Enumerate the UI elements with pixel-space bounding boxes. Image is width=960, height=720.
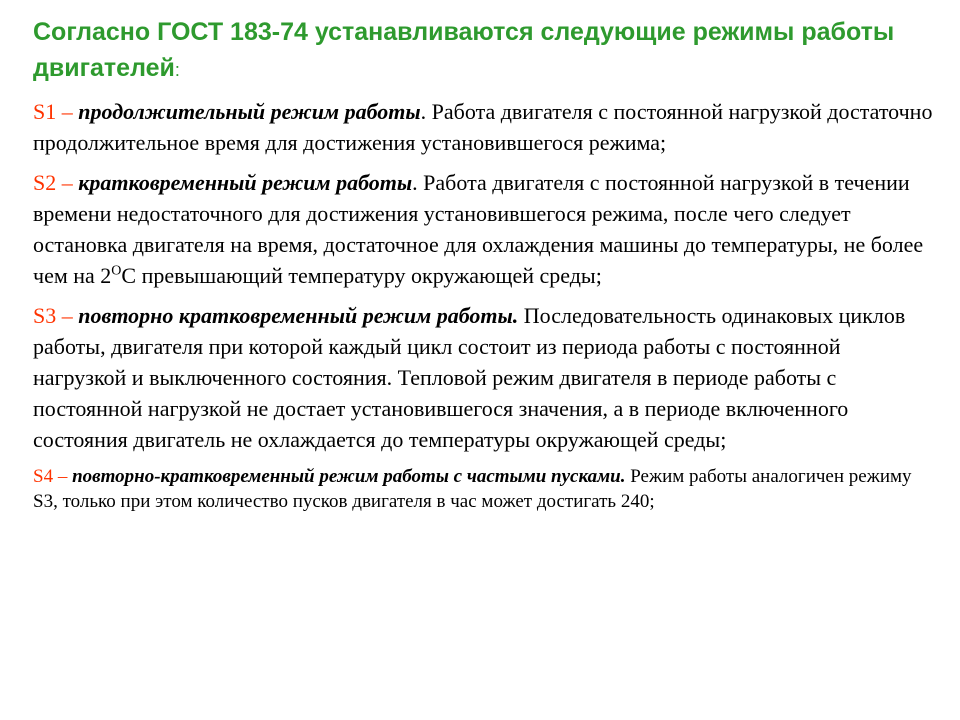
mode-term: повторно кратковременный режим работы.	[78, 303, 519, 328]
slide-heading	[33, 14, 933, 88]
mode-description: Режим работы аналогичен режиму S3, только при этом количество пусков двигателя в час может достигать 240;	[33, 466, 912, 512]
mode-s4-paragraph	[33, 464, 933, 514]
mode-description-end: C превышающий температуру окружающей среды;	[121, 263, 602, 288]
mode-term: повторно-кратковременный режим работы с частыми пусками.	[72, 466, 626, 487]
mode-code: S1	[33, 99, 57, 124]
heading-text: Согласно ГОСТ 183-74 устанавливаются следующие режимы работы двигателей	[33, 18, 895, 82]
mode-s1-paragraph	[33, 96, 933, 158]
mode-code: S3	[33, 303, 57, 328]
mode-dash: –	[53, 466, 73, 487]
mode-dash: –	[56, 303, 79, 328]
mode-dash: –	[56, 99, 79, 124]
mode-code: S2	[33, 170, 57, 195]
mode-term: продолжительный режим работы	[78, 99, 421, 124]
mode-term: кратковременный режим работы	[78, 170, 413, 195]
mode-description: . Работа двигателя с постоянной нагрузкой достаточно продолжительное время для достижения установившегося режима;	[33, 99, 933, 155]
mode-s3-paragraph	[33, 300, 933, 455]
heading-colon: :	[174, 60, 180, 80]
mode-dash: –	[56, 170, 79, 195]
mode-description: Последовательность одинаковых циклов работы, двигателя при которой каждый цикл состоит из периода работы с постоянной нагрузкой и выключенного состояния. Тепловой режим двигателя в периоде работы с постоянной нагрузкой не достает установившегося значения, а в периоде включенного состояния двигатель не охлаждается до температуры окружающей среды;	[33, 303, 906, 452]
slide-content	[33, 14, 933, 523]
mode-description: . Работа двигателя с постоянной нагрузкой в течении времени недостаточного для достижения установившегося режима, после чего следует остановка двигателя на время, достаточное для охлаждения машины до температуры, не более чем на 2	[33, 170, 924, 288]
mode-code: S4	[33, 466, 54, 487]
degree-superscript: O	[111, 263, 122, 279]
mode-s2-paragraph	[33, 167, 933, 291]
